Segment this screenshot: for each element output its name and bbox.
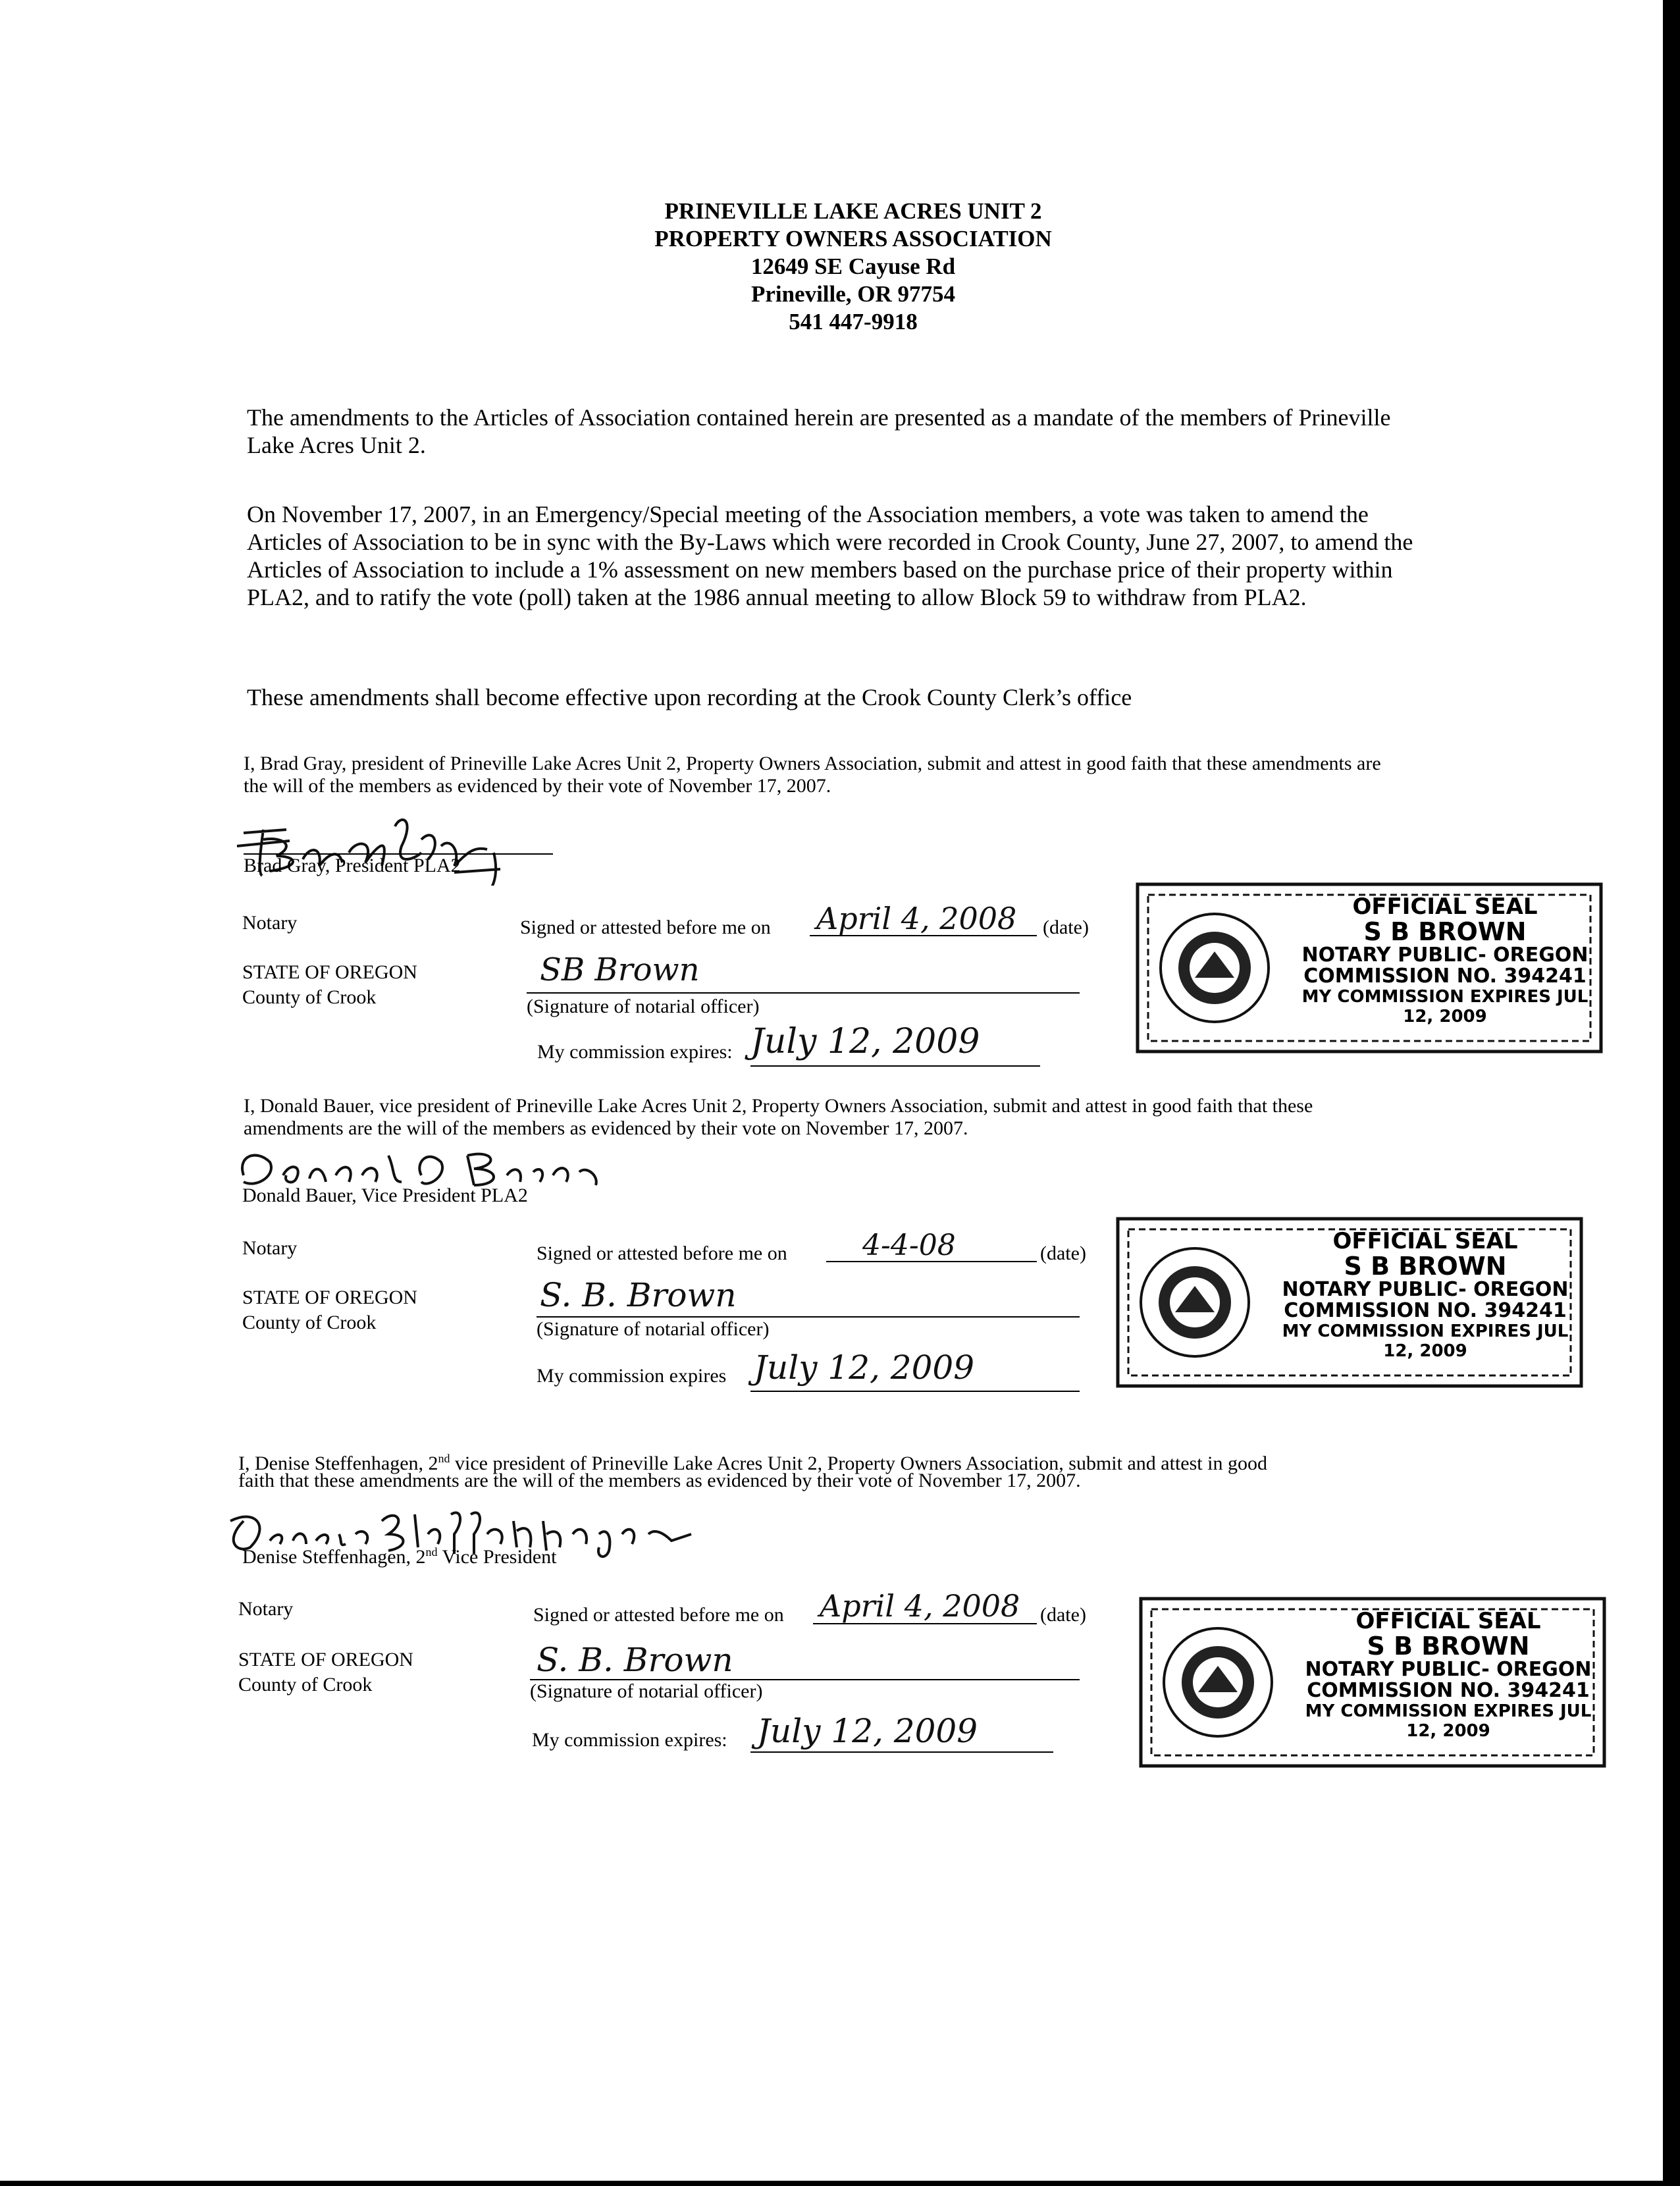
seal-text-1	[1300, 895, 1590, 1026]
org-phone: 541 447-9918	[789, 309, 918, 334]
date-line-2	[826, 1261, 1037, 1262]
seal-name: S B BROWN	[1363, 917, 1527, 946]
county-label-1: County of Crook	[242, 986, 377, 1008]
signature-line-president	[244, 853, 553, 855]
signer-name-second-vp: Denise Steffenhagen, 2nd Vice President	[242, 1545, 557, 1568]
signer-name-president: Brad Gray, President PLA2	[244, 855, 461, 876]
notary-label-3: Notary	[238, 1598, 294, 1620]
signer-name-vice-president: Donald Bauer, Vice President PLA2	[242, 1185, 528, 1206]
officer-signature-1: SB Brown	[540, 951, 700, 988]
state-label-3: STATE OF OREGON	[238, 1649, 413, 1670]
seal-text-3	[1303, 1609, 1593, 1741]
notary-label-2: Notary	[242, 1237, 298, 1259]
signed-label-3: Signed or attested before me on	[533, 1604, 784, 1626]
commission-label-2: My commission expires	[537, 1365, 727, 1387]
officer-label-2: (Signature of notarial officer)	[537, 1318, 770, 1340]
seal-commission: COMMISSION NO. 394241	[1303, 965, 1587, 988]
state-label-2: STATE OF OREGON	[242, 1287, 417, 1308]
officer-label-1: (Signature of notarial officer)	[527, 996, 760, 1017]
date-suffix-3: (date)	[1040, 1604, 1086, 1626]
signed-label-1: Signed or attested before me on	[520, 917, 771, 938]
seal-title: OFFICIAL SEAL	[1332, 1228, 1518, 1254]
seal-notary: NOTARY PUBLIC- OREGON	[1282, 1278, 1569, 1301]
officer-signature-2: S. B. Brown	[540, 1276, 737, 1314]
date-line-3	[813, 1623, 1037, 1624]
attestation-vice-president: I, Donald Bauer, vice president of Prineville Lake Acres Unit 2, Property Owners Association, submit and attest in good faith that these amendments are the will of the members as evidenced by their vote on November 17, 2007.	[244, 1095, 1313, 1139]
date-line-1	[810, 935, 1037, 936]
seal-commission: COMMISSION NO. 394241	[1307, 1679, 1590, 1702]
org-name: PRINEVILLE LAKE ACRES UNIT 2	[664, 198, 1042, 224]
paragraph-mandate: The amendments to the Articles of Association contained herein are presented as a mandate of the members of Prineville Lake Acres Unit 2.	[247, 404, 1391, 458]
commission-date-3: July 12, 2009	[757, 1712, 978, 1750]
signed-label-2: Signed or attested before me on	[537, 1242, 787, 1264]
seal-title: OFFICIAL SEAL	[1355, 1608, 1541, 1634]
commission-line-3	[750, 1751, 1053, 1753]
seal-name: S B BROWN	[1344, 1252, 1507, 1281]
notary-date-2: 4-4-08	[862, 1229, 956, 1262]
commission-date-2: July 12, 2009	[754, 1348, 975, 1387]
paragraph-effective: These amendments shall become effective upon recording at the Crook County Clerk’s office	[247, 684, 1132, 710]
officer-label-3: (Signature of notarial officer)	[530, 1680, 763, 1702]
seal-name: S B BROWN	[1367, 1632, 1530, 1661]
officer-signature-3: S. B. Brown	[537, 1641, 733, 1679]
seal-expires: MY COMMISSION EXPIRES JUL 12, 2009	[1301, 987, 1588, 1026]
attestation-second-vp-line2: faith that these amendments are the will of the members as evidenced by their vote of November 17, 2007.	[238, 1470, 1081, 1491]
commission-label-3: My commission expires:	[532, 1729, 727, 1751]
notary-seal-2	[1113, 1213, 1587, 1391]
state-label-1: STATE OF OREGON	[242, 961, 417, 983]
commission-label-1: My commission expires:	[537, 1041, 733, 1063]
notary-label-1: Notary	[242, 912, 298, 934]
seal-commission: COMMISSION NO. 394241	[1284, 1299, 1567, 1322]
date-suffix-2: (date)	[1040, 1242, 1086, 1264]
seal-text-2	[1280, 1229, 1570, 1361]
seal-expires: MY COMMISSION EXPIRES JUL 12, 2009	[1282, 1321, 1569, 1361]
seal-notary: NOTARY PUBLIC- OREGON	[1305, 1658, 1592, 1681]
commission-date-1: July 12, 2009	[750, 1022, 980, 1061]
notary-date-3: April 4, 2008	[820, 1588, 1020, 1624]
seal-notary: NOTARY PUBLIC- OREGON	[1301, 944, 1588, 967]
notary-seal-3	[1136, 1593, 1610, 1771]
scan-edge-bottom	[0, 2181, 1680, 2186]
county-label-2: County of Crook	[242, 1312, 377, 1333]
officer-line-1	[527, 992, 1080, 994]
commission-line-2	[750, 1391, 1080, 1392]
org-subtitle: PROPERTY OWNERS ASSOCIATION	[654, 226, 1052, 252]
letterhead	[0, 198, 1680, 336]
county-label-3: County of Crook	[238, 1674, 373, 1695]
date-suffix-1: (date)	[1043, 917, 1089, 938]
paragraph-vote: On November 17, 2007, in an Emergency/Special meeting of the Association members, a vote was taken to amend the Articles of Association to be in sync with the By-Laws which were recorded in Crook County, June 27, 2007, to amend the Articles of Association to include a 1% assessment on new members based on the purchase price of their property within PLA2, and to ratify the vote (poll) taken at the 1986 annual meeting to allow Block 59 to withdraw from PLA2.	[247, 501, 1413, 610]
seal-expires: MY COMMISSION EXPIRES JUL 12, 2009	[1305, 1701, 1592, 1741]
attestation-second-vp-line1: I, Denise Steffenhagen, 2nd vice president of Prineville Lake Acres Unit 2, Property Owners Association, submit and attest in good	[238, 1452, 1267, 1474]
org-street: 12649 SE Cayuse Rd	[750, 253, 956, 279]
notary-date-1: April 4, 2008	[816, 901, 1017, 936]
seal-title: OFFICIAL SEAL	[1352, 893, 1538, 920]
attestation-president: I, Brad Gray, president of Prineville Lake Acres Unit 2, Property Owners Association, submit and attest in good faith that these amendments are the will of the members as evidenced by their vote of November 17, 2007.	[244, 753, 1381, 797]
org-city: Prineville, OR 97754	[750, 281, 956, 307]
commission-line-1	[750, 1065, 1040, 1067]
notary-seal-1	[1132, 879, 1606, 1057]
